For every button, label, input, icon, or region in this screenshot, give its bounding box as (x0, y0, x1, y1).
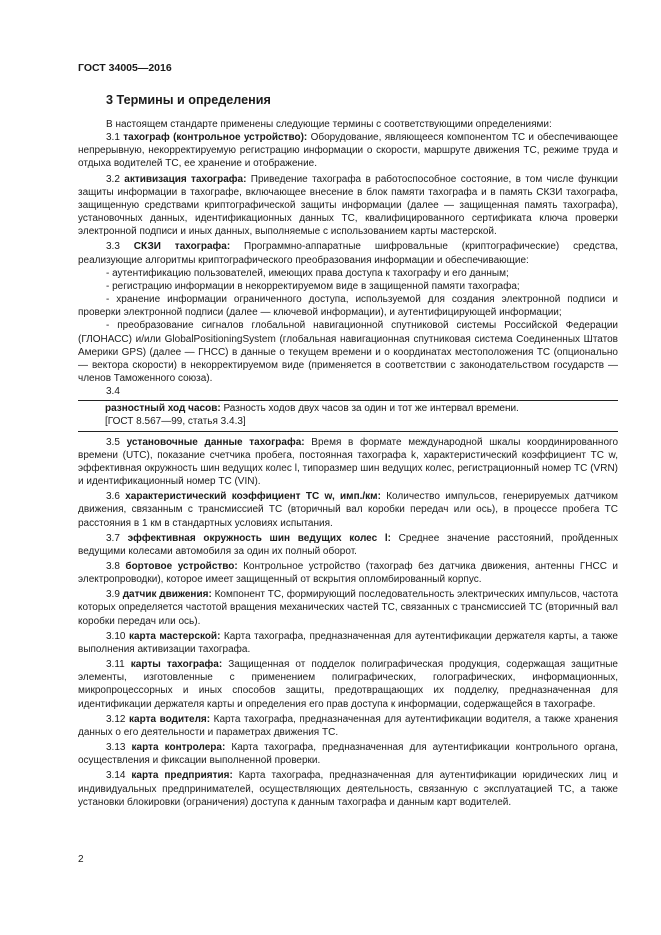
intro-paragraph: В настоящем стандарте применены следующие термины с соответствующими определениями: (106, 119, 552, 130)
term-definition: Программно-аппаратные шифровальные (криптографические) средства, реализующие алгоритмы криптографического преобразования информации и обеспечивающие: (78, 241, 618, 266)
document-body (78, 118, 618, 809)
term-definition: Среднее значение расстояний, пройденных ведущими колесами автомобиля за один их полный оборот. (78, 532, 619, 557)
term-3-4-number: 3.4 (106, 386, 120, 398)
term-3-3-item: - регистрацию информации в некорректируемом виде в защищенной памяти тахографа; (106, 280, 520, 292)
term-3-13 (78, 741, 618, 767)
term-title: разностный ход часов: (105, 403, 221, 415)
term-definition: Карта тахографа, предназначенная для аутентификации держателя карты, а также выполнения активизации тахографа. (78, 630, 618, 655)
term-3-14 (78, 769, 618, 808)
term-definition: Защищенная от подделок полиграфическая продукция, содержащая защитные элементы, изготовленные с применением полиграфических, голографических, информационных, микропроцессорных и иных способов защиты, предотвращающих их подделку, предназначенная для идентификации держателя карты и определения его прав доступа к информации, содержащейся в тахографе. (78, 659, 618, 710)
term-title: характеристический коэффициент ТС w, имп./км: (125, 491, 381, 503)
term-3-8 (78, 560, 618, 586)
term-3-6 (78, 490, 618, 529)
term-number: 3.9 (106, 589, 120, 601)
term-3-3-item: - преобразование сигналов глобальной навигационной спутниковой системы Российской Федерации (ГЛОНАСС) и/или GlobalPositioningSystem (глобальная навигационная спутниковая система Соединенных Штатов Америки GPS) (далее — ГНСС) в данные о текущем времени и о координатах местоположения ТС (опционально — вектора скорости) в некорректируемом виде (применяется в соответствии с законодательством государств — членов Таможенного союза). (78, 320, 618, 384)
term-3-12 (78, 713, 618, 739)
term-title: активизация тахографа: (124, 173, 247, 185)
term-number: 3.7 (106, 532, 120, 544)
term-3-4-line (78, 402, 618, 415)
term-3-11 (78, 658, 618, 711)
term-title: карта мастерской: (128, 630, 221, 642)
term-number: 3.3 (106, 241, 120, 253)
term-title: установочные данные тахографа: (126, 436, 305, 448)
term-definition: Карта тахографа, предназначенная для аутентификации юридических лиц и индивидуальных предпринимателей, осуществляющих деятельность, связанную с эксплуатацией ТС, а также установки блокировки (ограничения) доступа к данным тахографа и данным карт водителей. (78, 770, 618, 808)
term-title: карта предприятия: (131, 770, 233, 782)
term-3-9 (78, 588, 618, 627)
term-definition: Приведение тахографа в работоспособное состояние, в том числе функции защиты информации в тахографе, включающее внесение в блок памяти тахографа и в память СКЗИ тахографа, защищенную средствами криптографической защиты информации (далее — защищенная память тахографа), установочных данных, идентификационных данных ТС, квалифицированного сертификата ключа проверки электронной подписи и иных данных, выполняемые с использованием карты мастерской. (78, 173, 619, 238)
term-title: тахограф (контрольное устройство): (123, 132, 308, 144)
term-title: карта водителя: (129, 713, 211, 725)
term-definition: Время в формате международной шкалы координированного времени (UTC), показание счетчика пробега, постоянная тахографа k, характеристический коэффициент ТС w, эффективная окружность шин ведущих колес l, типоразмер шин ведущих колес, регистрационный номер ТС (VRN) и идентификационный номер ТС (VIN). (78, 436, 619, 488)
term-3-7 (78, 532, 618, 558)
term-number: 3.5 (106, 436, 120, 448)
term-number: 3.6 (106, 491, 120, 503)
term-number: 3.11 (106, 659, 125, 671)
term-title: бортовое устройство: (125, 561, 238, 572)
term-3-2 (78, 173, 618, 239)
term-title: карта контролера: (131, 742, 226, 754)
term-definition: Разность ходов двух часов за один и тот же интервал времени. (223, 403, 519, 415)
term-number: 3.10 (106, 630, 126, 642)
term-3-3-item: - аутентификацию пользователей, имеющих права доступа к тахографу и его данным; (106, 267, 509, 279)
term-title: СКЗИ тахографа: (133, 241, 231, 253)
term-definition: Количество импульсов, генерируемых датчиком движения, связанным с трансмиссией ТС (вторичный вал коробки передач или ось), в процессе пробега ТС расстояния в 1 км в стандартных условиях испытания. (78, 491, 618, 529)
term-3-1 (78, 131, 618, 170)
term-number: 3.1 (106, 132, 120, 144)
term-3-3 (78, 240, 618, 266)
term-title: датчик движения: (122, 589, 212, 601)
term-3-5 (78, 436, 618, 489)
term-definition: Компонент ТС, формирующий последовательность электрических импульсов, частота которых определяется частотой вращения механических частей ТС, связанных с трансмиссией ТС (вторичный вал коробки передач или ось). (78, 589, 619, 627)
document-code: ГОСТ 34005—2016 (78, 62, 172, 74)
section-title: 3 Термины и определения (106, 93, 271, 107)
term-reference: [ГОСТ 8.567—99, статья 3.4.3] (105, 416, 246, 428)
page-number: 2 (78, 854, 84, 865)
term-number: 3.2 (106, 173, 120, 185)
term-definition: Карта тахографа, предназначенная для аутентификации контрольного органа, осуществления и фиксации выполненной проверки. (78, 742, 619, 767)
term-3-10 (78, 630, 618, 656)
term-number: 3.13 (106, 742, 126, 754)
term-number: 3.8 (106, 561, 120, 572)
term-title: эффективная окружность шин ведущих колес l: (127, 532, 391, 544)
term-number: 3.14 (106, 770, 126, 782)
term-definition: Контрольное устройство (тахограф без датчика движения, антенны ГНСС и электропроводки), которое имеет защищенный от вскрытия опломбированный корпус. (78, 561, 619, 586)
term-definition: Оборудование, являющееся компонентом ТС и обеспечивающее непрерывную, некорректируемую регистрацию информации о скорости, маршруте движения ТС, режиме труда и отдыха водителей ТС, ее хранение и отображение. (78, 132, 619, 170)
term-title: карты тахографа: (130, 659, 223, 671)
term-definition: Карта тахографа, предназначенная для аутентификации водителя, а также хранения данных о его деятельности и параметрах движения ТС. (78, 713, 618, 738)
term-3-4-box (78, 400, 618, 431)
term-number: 3.12 (106, 713, 126, 725)
term-3-3-item: - хранение информации ограниченного доступа, используемой для создания электронной подписи и проверки электронной подписи (далее — ключевой информации), и аутентифицирующей информации; (78, 294, 618, 319)
